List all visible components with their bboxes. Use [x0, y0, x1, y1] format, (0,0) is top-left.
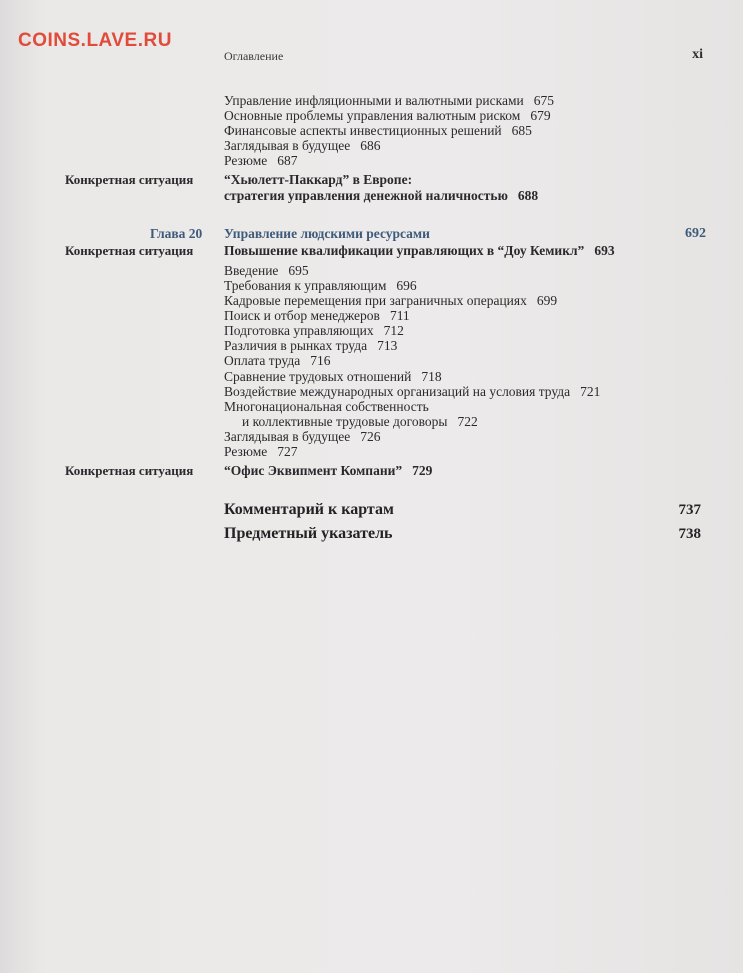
toc-entry-page: 675	[533, 93, 554, 108]
toc-entry-page: 685	[511, 123, 532, 138]
maps-commentary-title: Комментарий к картам	[224, 501, 394, 518]
toc-entry	[224, 153, 298, 168]
toc-entry-page: 721	[580, 384, 601, 399]
toc-entry-text: Финансовые аспекты инвестиционных решений	[224, 123, 502, 138]
toc-entry-text: Оплата труда	[224, 353, 301, 368]
toc-entry-text: Основные проблемы управления валютным риском	[224, 108, 521, 123]
case-study-label: Конкретная ситуация	[65, 243, 194, 258]
case-study-title	[224, 463, 432, 478]
toc-entry-text: Повышение квалификации управляющих в “Доу Кемикл”	[224, 243, 585, 258]
toc-entry	[224, 323, 404, 338]
toc-entry	[224, 444, 298, 459]
toc-entry-page: 713	[377, 338, 398, 353]
toc-entry	[224, 353, 330, 368]
toc-entry-page: 696	[396, 278, 417, 293]
toc-entry-page: 699	[536, 293, 558, 308]
toc-entry-page: 686	[360, 138, 381, 153]
maps-commentary-page: 737	[678, 502, 701, 518]
toc-entry-page: 695	[288, 263, 309, 278]
toc-entry-text: Управление инфляционными и валютными рисками	[224, 93, 524, 108]
toc-entry	[224, 108, 551, 123]
toc-entry-page: 716	[310, 353, 331, 368]
toc-entry-page: 711	[389, 308, 410, 323]
case-study-title-line1: “Хьюлетт-Паккард” в Европе:	[224, 172, 413, 187]
running-header: Оглавление	[224, 49, 284, 63]
toc-entry-page: 729	[412, 463, 433, 478]
toc-entry-text: Требования к управляющим	[224, 278, 387, 293]
toc-entry	[224, 369, 442, 384]
toc-entry-page: 718	[421, 369, 442, 384]
toc-entry	[224, 308, 410, 323]
toc-entry-text: Резюме	[224, 153, 268, 168]
toc-entry-page: 693	[594, 243, 615, 258]
case-study-title	[224, 243, 615, 258]
toc-entry	[224, 278, 417, 293]
toc-entry-text: Поиск и отбор менеджеров	[224, 308, 380, 323]
watermark: COINS.LAVE.RU	[18, 30, 172, 51]
toc-entry-page: 727	[277, 444, 298, 459]
toc-entry-page: 679	[530, 108, 551, 123]
toc-entry-text: “Офис Эквипмент Компани”	[224, 463, 403, 478]
toc-entry-text: Введение	[224, 263, 279, 278]
toc-entry-page: 722	[457, 414, 478, 429]
toc-entry-text: Заглядывая в будущее	[224, 138, 351, 153]
toc-entry-page: 688	[517, 188, 539, 203]
case-study-label: Конкретная ситуация	[65, 172, 194, 187]
toc-entry-page: 687	[277, 153, 298, 168]
toc-entry-text: Подготовка управляющих	[224, 323, 374, 338]
toc-entry-text: и коллективные трудовые договоры	[242, 414, 448, 429]
subject-index-page: 738	[678, 526, 701, 542]
toc-entry	[224, 429, 381, 444]
case-study-label: Конкретная ситуация	[65, 463, 194, 478]
chapter-title: Управление людскими ресурсами	[224, 226, 430, 241]
chapter-label: Глава 20	[150, 226, 203, 241]
case-study-title-line2	[224, 188, 538, 203]
toc-entry-page: 726	[360, 429, 381, 444]
chapter-page: 692	[685, 226, 706, 241]
toc-entry-page: 712	[383, 323, 404, 338]
toc-entry	[224, 93, 554, 108]
toc-entry-text: Сравнение трудовых отношений	[224, 369, 412, 384]
toc-entry	[224, 138, 381, 153]
toc-entry-text: Кадровые перемещения при заграничных операциях	[224, 293, 527, 308]
toc-entry-text: Резюме	[224, 444, 268, 459]
toc-entry	[224, 123, 532, 138]
toc-entry	[224, 263, 309, 278]
toc-entry-text: Различия в рынках труда	[224, 338, 368, 353]
toc-entry-text: Заглядывая в будущее	[224, 429, 351, 444]
toc-entry	[224, 338, 397, 353]
toc-entry	[224, 293, 557, 308]
page-number: xi	[692, 47, 703, 62]
toc-entry-text: Воздействие международных организаций на условия труда	[224, 384, 571, 399]
subject-index-title: Предметный указатель	[224, 525, 393, 542]
toc-entry-line1: Многонациональная собственность	[224, 399, 429, 414]
toc-entry-text: стратегия управления денежной наличностью	[224, 188, 508, 203]
toc-entry-line2	[224, 414, 478, 429]
toc-entry	[224, 384, 600, 399]
